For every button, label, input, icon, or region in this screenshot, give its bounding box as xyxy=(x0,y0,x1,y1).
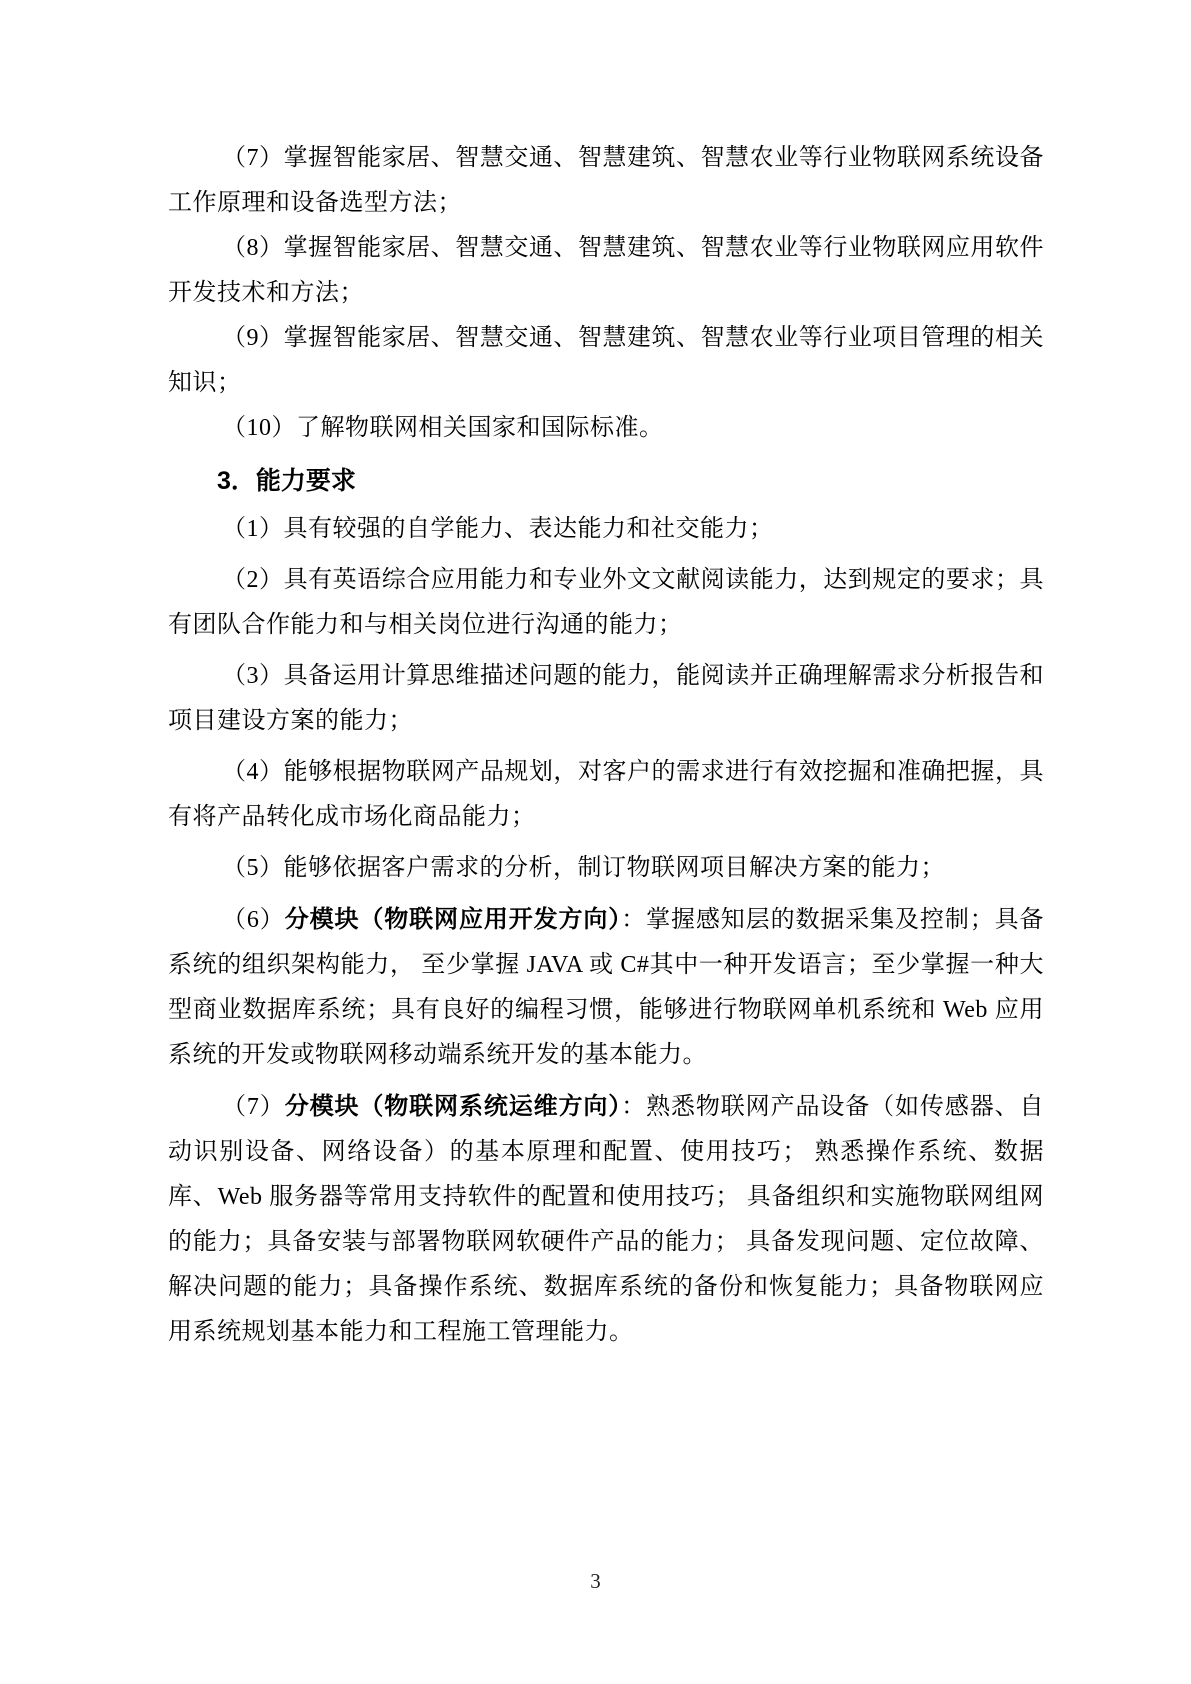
document-content xyxy=(168,136,1044,1355)
paragraph xyxy=(168,226,1044,316)
bold-text-run: 分模块（物联网应用开发方向） xyxy=(284,906,622,933)
bold-text-run: 3．能力要求 xyxy=(217,467,356,495)
text-run: （9）掌握智能家居、智慧交通、智慧建筑、智慧农业等行业项目管理的相关知识； xyxy=(168,325,1044,396)
paragraph xyxy=(168,316,1044,406)
paragraph xyxy=(168,136,1044,226)
paragraph xyxy=(168,750,1044,840)
paragraph xyxy=(168,558,1044,648)
text-run: （8）掌握智能家居、智慧交通、智慧建筑、智慧农业等行业物联网应用软件开发技术和方法； xyxy=(168,235,1044,306)
text-run: （10）了解物联网相关国家和国际标准。 xyxy=(222,415,664,441)
text-run: （1）具有较强的自学能力、表达能力和社交能力； xyxy=(222,516,774,542)
paragraph xyxy=(168,654,1044,744)
text-run: （3）具备运用计算思维描述问题的能力，能阅读并正确理解需求分析报告和项目建设方案的能力； xyxy=(168,663,1044,734)
bold-text-run: 分模块（物联网系统运维方向） xyxy=(284,1093,622,1120)
section-heading xyxy=(168,461,1044,501)
paragraph xyxy=(168,897,1044,1078)
text-run: ：掌握感知层的数据采集及控制；具备系统的组织架构能力， 至少掌握 JAVA 或 C#其中一种开发语言；至少掌握一种大型商业数据库系统；具有良好的编程习惯，能够进行物联网单机系统和 Web 应用系统的开发或物联网移动端系统开发的基本能力。 xyxy=(168,907,1045,1068)
page-footer xyxy=(0,1569,1191,1594)
text-run: （4）能够根据物联网产品规划，对客户的需求进行有效挖掘和准确把握，具有将产品转化成市场化商品能力； xyxy=(168,759,1044,830)
text-run: （7）掌握智能家居、智慧交通、智慧建筑、智慧农业等行业物联网系统设备工作原理和设备选型方法； xyxy=(168,145,1044,216)
paragraph xyxy=(168,1084,1044,1355)
paragraph xyxy=(168,507,1044,552)
text-run: ：熟悉物联网产品设备（如传感器、自动识别设备、网络设备）的基本原理和配置、使用技巧； 熟悉操作系统、数据库、Web 服务器等常用支持软件的配置和使用技巧； 具备组织和实施物联网组网的能力；具备安装与部署物联网软硬件产品的能力； 具备发现问题、定位故障、解决问题的能力；具备操作系统、数据库系统的备份和恢复能力；具备物联网应用系统规划基本能力和工程施工管理能力。 xyxy=(168,1094,1045,1345)
text-run: （5）能够依据客户需求的分析，制订物联网项目解决方案的能力； xyxy=(222,855,945,881)
page-number: 3 xyxy=(590,1569,601,1593)
text-run: （7） xyxy=(222,1094,285,1120)
paragraph xyxy=(168,406,1044,451)
text-run: （6） xyxy=(222,907,285,933)
paragraph xyxy=(168,846,1044,891)
text-run: （2）具有英语综合应用能力和专业外文文献阅读能力，达到规定的要求；具有团队合作能力和与相关岗位进行沟通的能力； xyxy=(168,567,1044,638)
